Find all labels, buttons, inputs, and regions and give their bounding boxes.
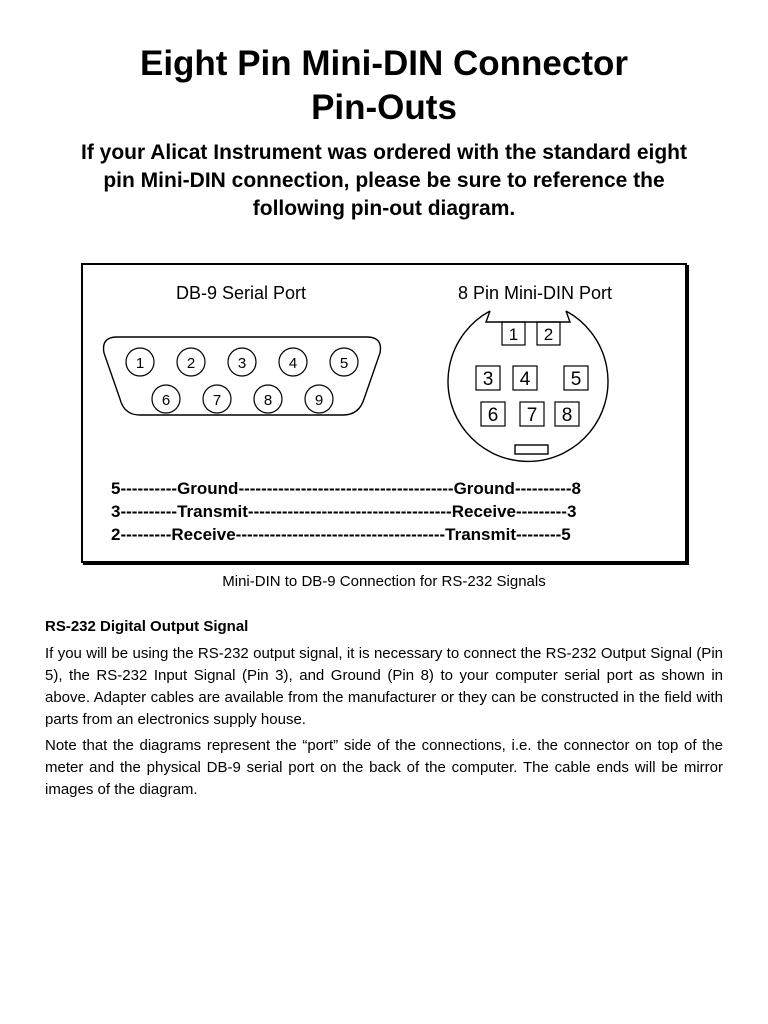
svg-text:3: 3 — [482, 369, 494, 390]
db9-pin-1 — [126, 348, 154, 376]
svg-text:6: 6 — [487, 405, 499, 426]
svg-text:4: 4 — [519, 369, 531, 390]
svg-text:1: 1 — [508, 325, 519, 344]
intro-text-line-1: If your Alicat Instrument was ordered with the standard eight — [81, 141, 687, 164]
db9-pin-8 — [254, 385, 282, 413]
mini-din-pin-1 — [502, 322, 525, 345]
intro-text-line-2: pin Mini-DIN connection, please be sure to reference the — [103, 169, 665, 192]
mini-din-pin-5 — [564, 366, 588, 390]
svg-text:4: 4 — [288, 355, 298, 372]
svg-text:8: 8 — [263, 392, 273, 409]
svg-text:5: 5 — [570, 369, 582, 390]
svg-text:7: 7 — [526, 405, 538, 426]
mini-din-pin-4 — [513, 366, 537, 390]
mini-din-pin-3 — [476, 366, 500, 390]
page-title-line-2: Pin-Outs — [311, 88, 457, 127]
mini-din-pin-8 — [555, 402, 579, 426]
db9-pin-9 — [305, 385, 333, 413]
svg-text:7: 7 — [212, 392, 222, 409]
db9-pin-5 — [330, 348, 358, 376]
mini-din-pin-2 — [537, 322, 560, 345]
mini-din-pin-7 — [520, 402, 544, 426]
pinout-diagram — [81, 263, 687, 563]
svg-text:9: 9 — [314, 392, 324, 409]
db9-port-label: DB-9 Serial Port — [176, 283, 307, 303]
db9-pin-7 — [203, 385, 231, 413]
diagram-caption: Mini-DIN to DB-9 Connection for RS-232 Signals — [222, 573, 546, 590]
paragraph-port-note: Note that the diagrams represent the “port” side of the connections, i.e. the connector on top of the meter and the physical DB-9 serial port on the back of the computer. The cable ends will be mirror images of the diagram. — [45, 737, 723, 798]
section-heading: RS-232 Digital Output Signal — [45, 618, 249, 635]
db9-pin-2 — [177, 348, 205, 376]
svg-text:1: 1 — [135, 355, 145, 372]
svg-text:2: 2 — [543, 325, 554, 344]
wiring-transmit: 3----------Transmit------------------------------------Receive---------3 — [111, 502, 577, 521]
page-title-line-1: Eight Pin Mini-DIN Connector — [139, 44, 629, 83]
svg-text:8: 8 — [561, 405, 573, 426]
paragraph-rs232-output: If you will be using the RS-232 output signal, it is necessary to connect the RS-232 Output Signal (Pin 5), the RS-232 Input Signal (Pin 3), and Ground (Pin 8) to your computer serial port as shown in above. Adapter cables are available from the manufacturer or they can be constructed in the field with parts from an electronics supply house. — [45, 645, 723, 728]
wiring-receive: 2---------Receive-------------------------------------Transmit--------5 — [111, 525, 571, 544]
mini-din-pin-6 — [481, 402, 505, 426]
db9-pin-4 — [279, 348, 307, 376]
mini-din-port-label: 8 Pin Mini-DIN Port — [458, 283, 613, 303]
db9-pin-3 — [228, 348, 256, 376]
wiring-ground: 5----------Ground--------------------------------------Ground----------8 — [111, 479, 582, 498]
db9-pin-6 — [152, 385, 180, 413]
intro-text-line-3: following pin-out diagram. — [252, 197, 516, 220]
svg-text:5: 5 — [339, 355, 349, 372]
svg-text:2: 2 — [186, 355, 196, 372]
svg-text:3: 3 — [237, 355, 247, 372]
svg-text:6: 6 — [161, 392, 171, 409]
mini-din-key — [515, 445, 548, 454]
